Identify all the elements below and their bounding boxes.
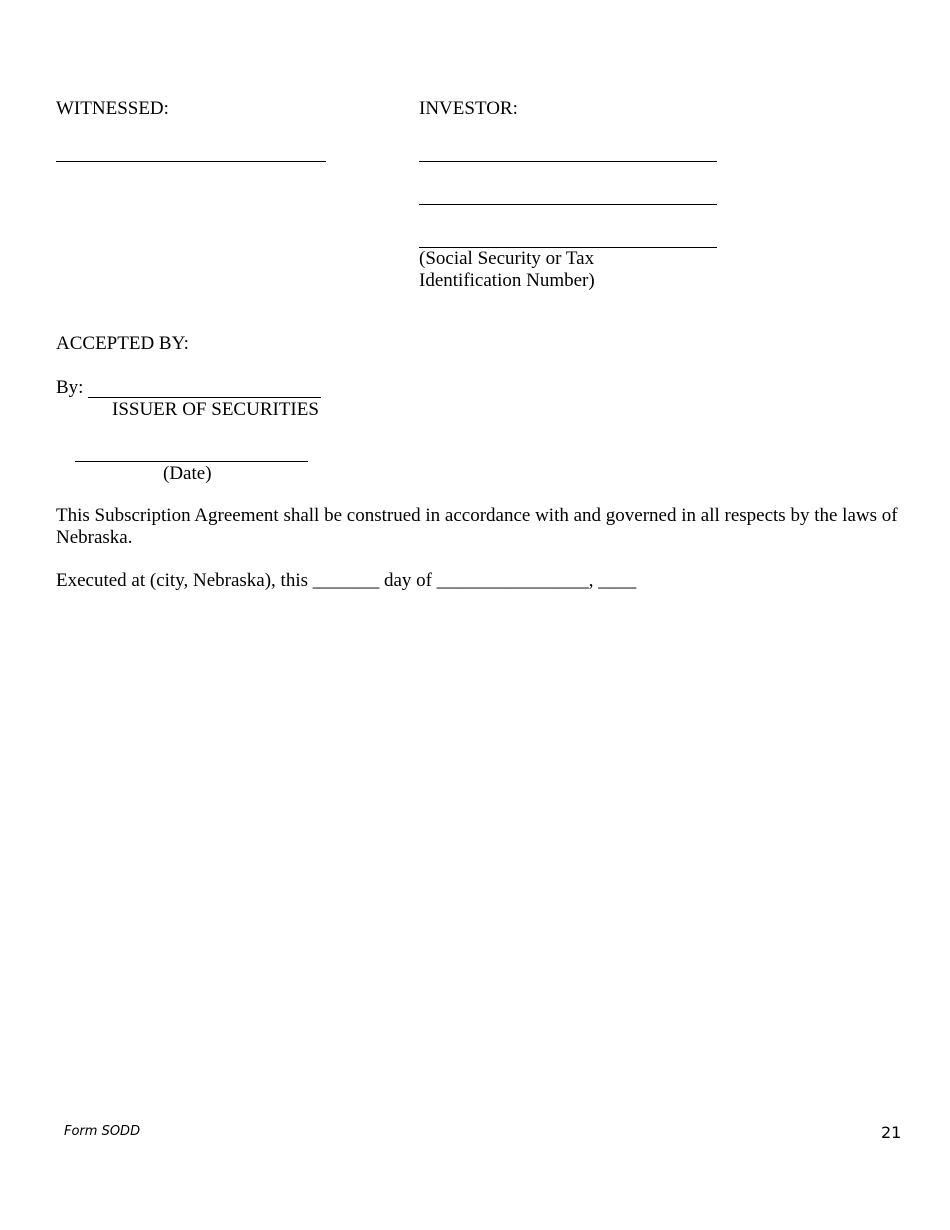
- witnessed-label: WITNESSED:: [56, 98, 169, 119]
- governing-law-paragraph: This Subscription Agreement shall be construed in accordance with and governed in all respects by the laws of Nebraska.: [56, 505, 898, 548]
- page-number: 21: [881, 1123, 902, 1142]
- form-name-footer: Form SODD: [64, 1124, 141, 1139]
- investor-signature-line-1[interactable]: [419, 161, 717, 162]
- witness-signature-line[interactable]: [56, 161, 326, 162]
- investor-label: INVESTOR:: [419, 98, 518, 119]
- investor-signature-line-2[interactable]: [419, 204, 717, 205]
- ssn-caption-line1: (Social Security or Tax: [419, 248, 595, 269]
- date-line[interactable]: [75, 461, 308, 462]
- date-caption: (Date): [163, 463, 212, 484]
- accepted-by-label: ACCEPTED BY:: [56, 333, 189, 354]
- ssn-caption-line2: Identification Number): [419, 270, 595, 291]
- by-prefix: By:: [56, 377, 84, 398]
- issuer-signature-line[interactable]: [88, 397, 321, 398]
- issuer-caption: ISSUER OF SECURITIES: [112, 399, 319, 420]
- executed-at-line: Executed at (city, Nebraska), this _______ day of ________________, ____: [56, 570, 637, 591]
